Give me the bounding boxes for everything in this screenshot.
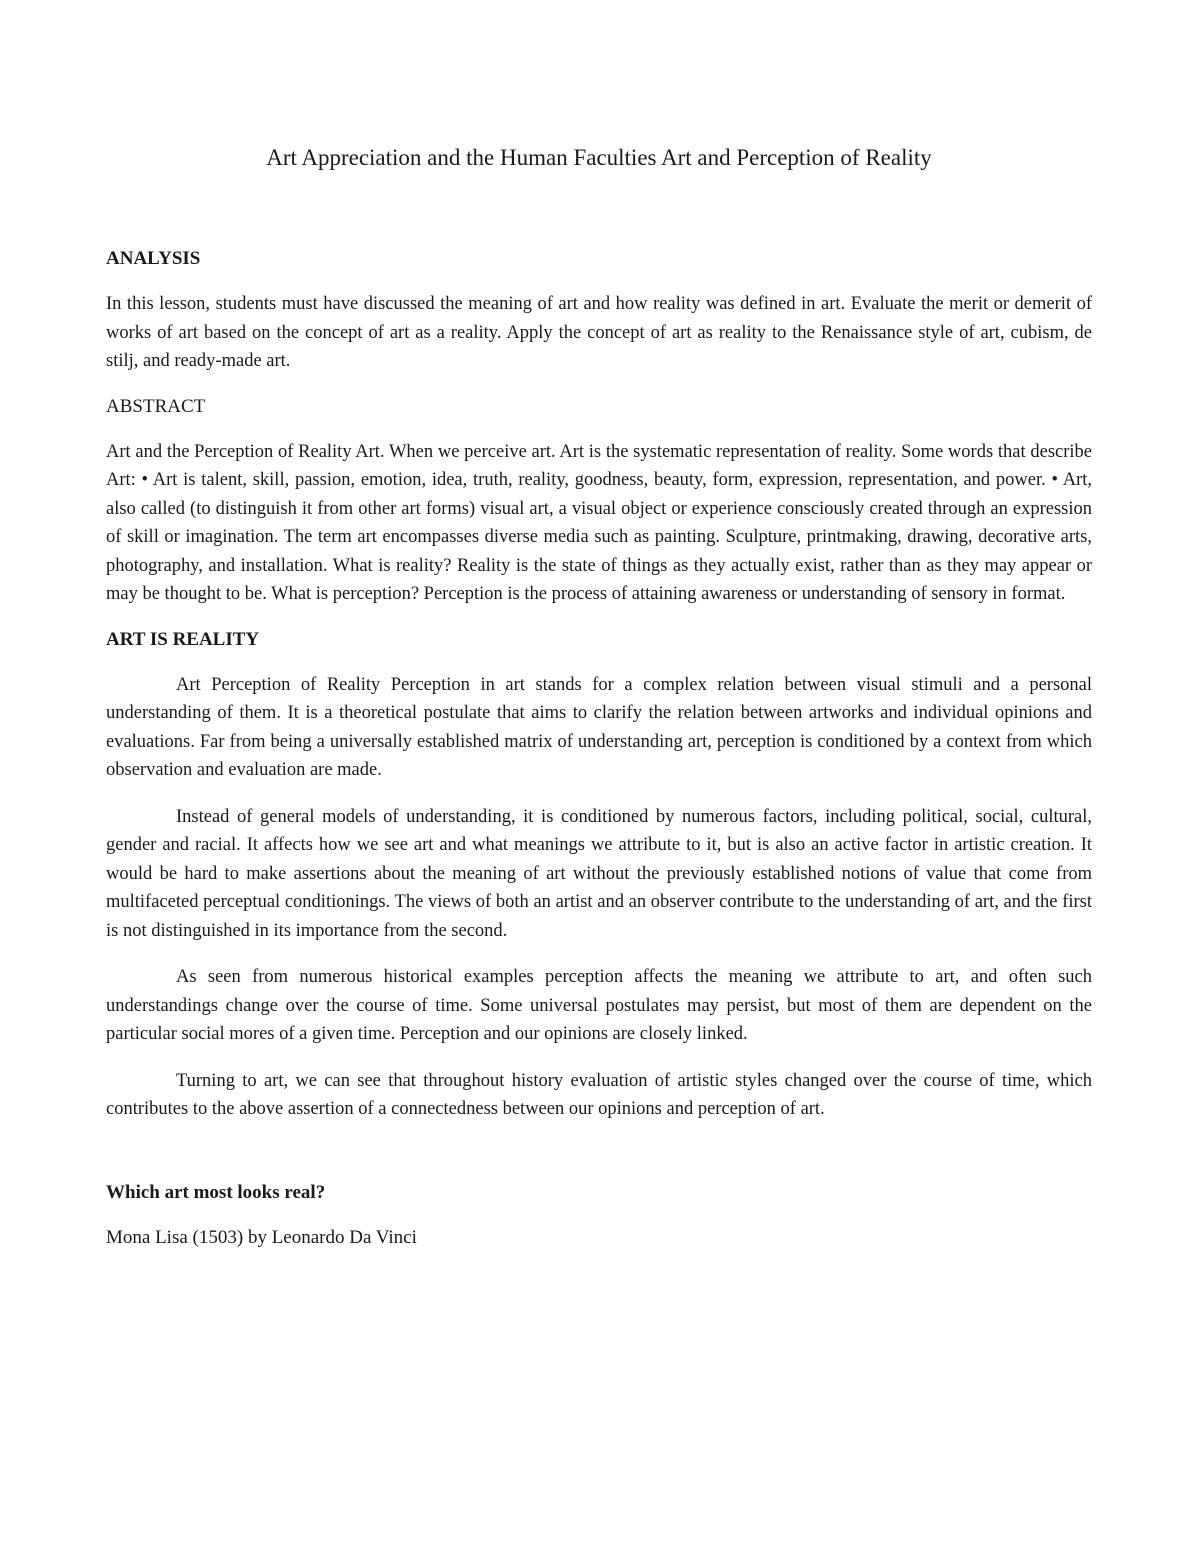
artwork-caption: Mona Lisa (1503) by Leonardo Da Vinci (106, 1226, 417, 1248)
art-is-reality-paragraph-4: Turning to art, we can see that throughout history evaluation of artistic styles changed over the course of time, which contributes to the above assertion of a connectedness between our opinions and perception of art. (106, 1070, 1092, 1119)
section-spacer (106, 1142, 1092, 1180)
question-heading: Which art most looks real? (106, 1181, 326, 1203)
document-content (106, 140, 1092, 1252)
abstract-heading: ABSTRACT (106, 395, 206, 417)
analysis-heading: ANALYSIS (106, 248, 201, 269)
art-is-reality-paragraph-3: As seen from numerous historical examples perception affects the meaning we attribute to art, and often such understandings change over the course of time. Some universal postulates may persist, but most of them are dependent on the particular social mores of a given time. Perception and our opinions are closely linked. (106, 967, 1092, 1044)
document-title: Art Appreciation and the Human Faculties Art and Perception of Reality (266, 145, 932, 170)
art-is-reality-paragraph-1: Art Perception of Reality Perception in art stands for a complex relation between visual stimuli and a personal understanding of them. It is a theoretical postulate that aims to clarify the relation between artworks and individual opinions and evaluations. Far from being a universally established matrix of understanding art, perception is conditioned by a context from which observation and evaluation are made. (106, 674, 1092, 780)
art-is-reality-paragraph-2: Instead of general models of understanding, it is conditioned by numerous factors, including political, social, cultural, gender and racial. It affects how we see art and what meanings we attribute to it, but is also an active factor in artistic creation. It would be hard to make assertions about the meaning of art without the previously established notions of value that come from multifaceted perceptual conditionings. The views of both an artist and an observer contribute to the understanding of art, and the first is not distinguished in its importance from the second. (106, 806, 1092, 941)
abstract-body: Art and the Perception of Reality Art. When we perceive art. Art is the systematic representation of reality. Some words that describe Art: • Art is talent, skill, passion, emotion, idea, truth, reality, goodness, beauty, form, expression, representation, and power. • Art, also called (to distinguish it from other art forms) visual art, a visual object or experience consciously created through an expression of skill or imagination. The term art encompasses diverse media such as painting. Sculpture, printmaking, drawing, decorative arts, photography, and installation. What is reality? Reality is the state of things as they actually exist, rather than as they may appear or may be thought to be. What is perception? Perception is the process of attaining awareness or understanding of sensory in format. (106, 441, 1092, 604)
art-is-reality-heading: ART IS REALITY (106, 628, 260, 650)
analysis-body: In this lesson, students must have discussed the meaning of art and how reality was defined in art. Evaluate the merit or demerit of works of art based on the concept of art as a reality. Apply the concept of art as reality to the Renaissance style of art, cubism, de stilj, and ready-made art. (106, 294, 1092, 371)
